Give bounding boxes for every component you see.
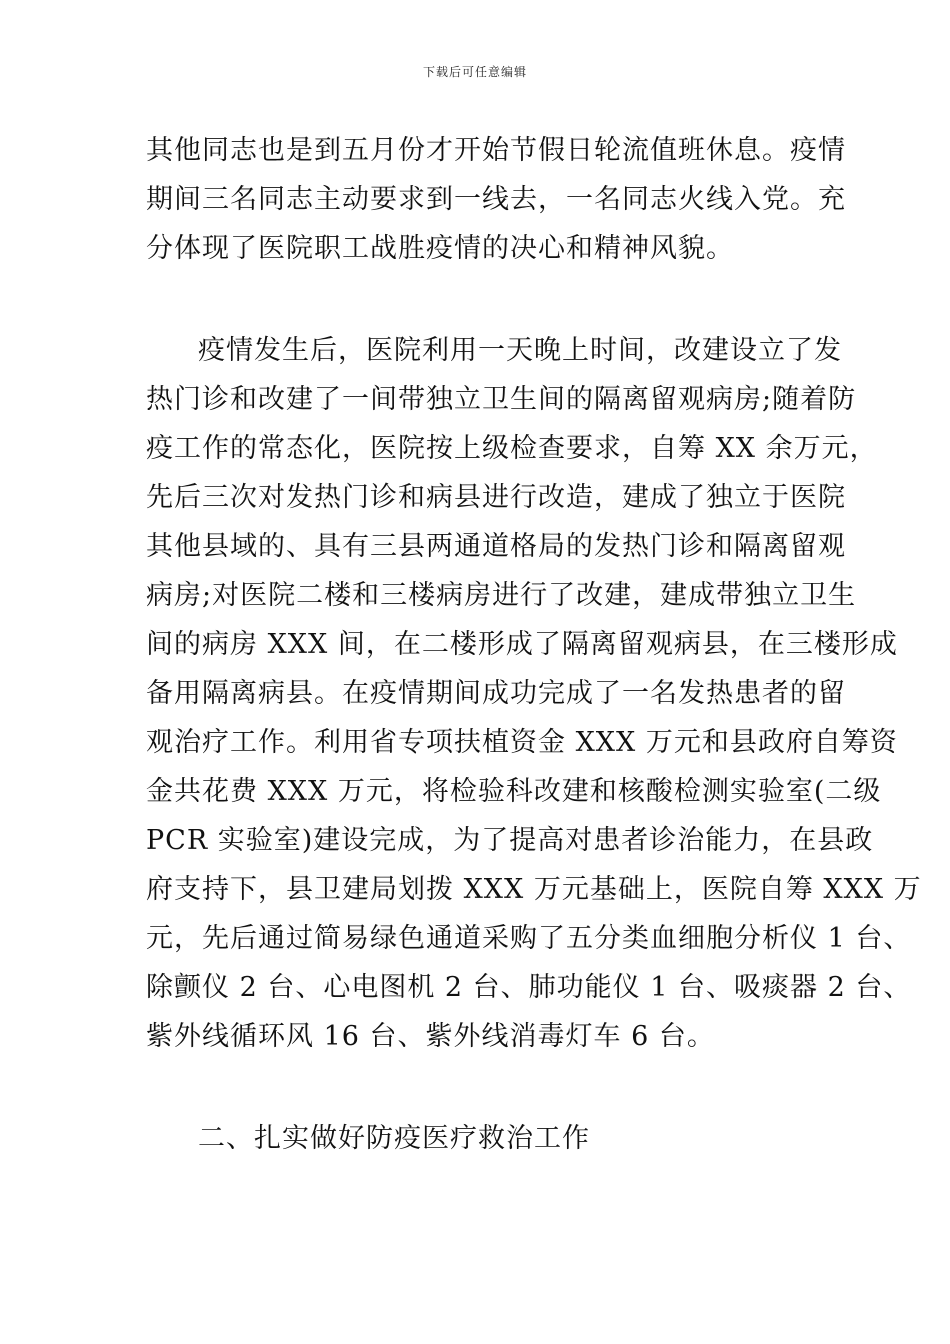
paragraph-1-line-1: 其他同志也是到五月份才开始节假日轮流值班休息。疫情 xyxy=(146,135,846,166)
paragraph-2-line-2: 热门诊和改建了一间带独立卫生间的隔离留观病房;随着防 xyxy=(146,384,857,415)
paragraph-2-line-10: 金共花费 XXX 万元，将检验科改建和核酸检测实验室(二级 xyxy=(146,776,882,807)
paragraph-2-line-11: PCR 实验室)建设完成，为了提高对患者诊治能力，在县政 xyxy=(146,825,874,856)
paragraph-2-line-9: 观治疗工作。利用省专项扶植资金 XXX 万元和县政府自筹资 xyxy=(146,727,898,758)
section-heading: 二、扎实做好防疫医疗救治工作 xyxy=(198,1123,590,1154)
paragraph-2-line-14: 除颤仪 2 台、心电图机 2 台、肺功能仪 1 台、吸痰器 2 台、 xyxy=(146,972,912,1003)
paragraph-2-line-13: 元，先后通过简易绿色通道采购了五分类血细胞分析仪 1 台、 xyxy=(146,923,912,954)
paragraph-1-line-2: 期间三名同志主动要求到一线去，一名同志火线入党。充 xyxy=(146,184,846,215)
paragraph-2-line-4: 先后三次对发热门诊和病县进行改造，建成了独立于医院 xyxy=(146,482,846,513)
paragraph-2-line-7: 间的病房 XXX 间，在二楼形成了隔离留观病县，在三楼形成 xyxy=(146,629,898,660)
paragraph-2-line-5: 其他县域的、具有三县两通道格局的发热门诊和隔离留观 xyxy=(146,531,846,562)
paragraph-2-line-15: 紫外线循环风 16 台、紫外线消毒灯车 6 台。 xyxy=(146,1021,715,1052)
paragraph-2-line-12: 府支持下，县卫建局划拨 XXX 万元基础上，医院自筹 XXX 万 xyxy=(146,874,922,905)
paragraph-2-line-8: 备用隔离病县。在疫情期间成功完成了一名发热患者的留 xyxy=(146,678,846,709)
paragraph-2-line-6: 病房;对医院二楼和三楼病房进行了改建，建成带独立卫生 xyxy=(146,580,857,611)
paragraph-1-line-3: 分体现了医院职工战胜疫情的决心和精神风貌。 xyxy=(146,233,734,264)
paragraph-2-line-3: 疫工作的常态化，医院按上级检查要求，自筹 XX 余万元， xyxy=(146,433,878,464)
page-header: 下载后可任意编辑 xyxy=(422,65,527,79)
paragraph-2-line-1: 疫情发生后，医院利用一天晚上时间，改建设立了发 xyxy=(198,335,842,366)
